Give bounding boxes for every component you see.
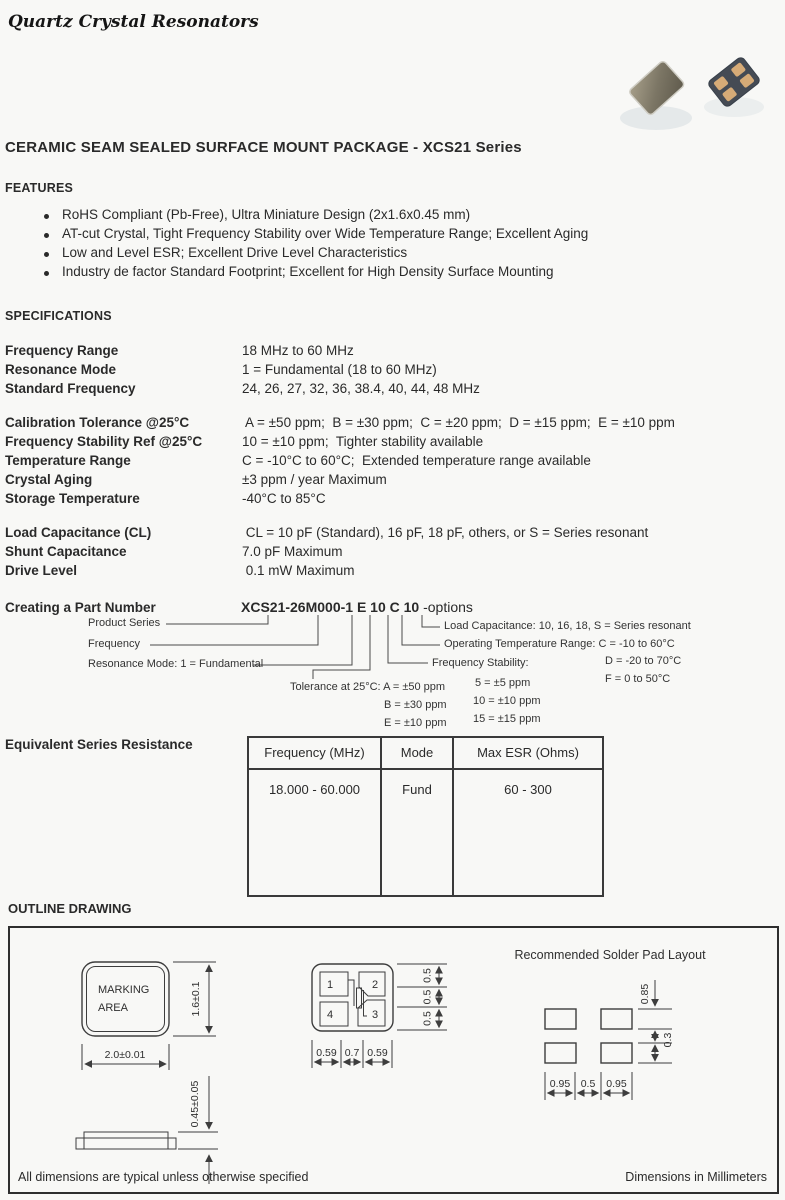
pn-label-op-temp-f: F = 0 to 50°C — [605, 673, 671, 685]
pad-number-1: 1 — [326, 979, 334, 991]
pn-label-resonance-mode: Resonance Mode: 1 = Fundamental — [88, 658, 264, 670]
pn-label-stability: Frequency Stability: — [432, 657, 529, 669]
spec-value: 1 = Fundamental (18 to 60 MHz) — [242, 362, 437, 377]
feature-item: AT-cut Crystal, Tight Frequency Stability over Wide Temperature Range; Excellent Aging — [62, 226, 589, 241]
spec-label: Frequency Range — [5, 343, 119, 358]
dim-body-width: 2.0±0.01 — [104, 1049, 146, 1061]
marking-area-label: MARKING — [98, 984, 150, 996]
spec-label: Standard Frequency — [5, 381, 136, 396]
pad-number-4: 4 — [326, 1009, 334, 1021]
dim-solder-gap: 0.3 — [662, 1032, 674, 1048]
spec-value: C = -10°C to 60°C; Extended temperature range available — [242, 453, 591, 468]
pn-label-stability-15: 15 = ±15 ppm — [473, 713, 541, 725]
feature-item: Industry de factor Standard Footprint; Excellent for High Density Surface Mounting — [62, 264, 554, 279]
esr-header-mode: Mode — [382, 738, 452, 770]
spec-label: Calibration Tolerance @25°C — [5, 415, 190, 430]
spec-value: 24, 26, 27, 32, 36, 38.4, 40, 44, 48 MHz — [242, 381, 480, 396]
pn-label-stability-10: 10 = ±10 ppm — [473, 695, 541, 707]
esr-col-esr — [454, 738, 602, 895]
spec-row — [5, 415, 785, 434]
bullet-icon — [44, 252, 49, 257]
outline-note-right: Dimensions in Millimeters — [625, 1170, 767, 1184]
dim-pad-v3: 0.5 — [421, 1011, 434, 1026]
chip-top-view — [628, 60, 685, 116]
spec-label: Load Capacitance (CL) — [5, 525, 152, 540]
outline-drawing — [10, 928, 777, 1190]
spec-value: ±3 ppm / year Maximum — [242, 472, 387, 487]
spec-value: -40°C to 85°C — [242, 491, 326, 506]
pn-label-frequency: Frequency — [88, 638, 140, 650]
spec-row — [5, 453, 785, 472]
esr-cell-mode: Fund — [402, 782, 432, 797]
esr-table — [247, 736, 604, 897]
spec-value: A = ±50 ppm; B = ±30 ppm; C = ±20 ppm; D = ±15 ppm; E = ±10 ppm — [242, 415, 675, 430]
spec-label: Shunt Capacitance — [5, 544, 127, 559]
esr-cell-esr: 60 - 300 — [504, 782, 552, 797]
bullet-icon — [44, 214, 49, 219]
dim-solder-top: 0.85 — [639, 983, 651, 1005]
spec-row — [5, 491, 785, 510]
esr-header-esr: Max ESR (Ohms) — [454, 738, 602, 770]
top-view-drawing — [76, 962, 218, 1184]
spec-row — [5, 343, 785, 362]
solder-pad-title: Recommended Solder Pad Layout — [514, 948, 706, 962]
dim-solder-h1: 0.95 — [549, 1078, 571, 1090]
pn-label-stability-5: 5 = ±5 ppm — [475, 677, 531, 689]
pn-label-load-capacitance: Load Capacitance: 10, 16, 18, S = Series resonant — [444, 620, 691, 632]
dim-body-thickness: 0.45±0.05 — [189, 1080, 201, 1128]
spec-row — [5, 434, 785, 453]
spec-value: 18 MHz to 60 MHz — [242, 343, 354, 358]
spec-row — [5, 381, 785, 400]
spec-label: Drive Level — [5, 563, 78, 578]
outline-drawing-box — [8, 926, 779, 1194]
pad-number-2: 2 — [371, 979, 379, 991]
pad-number-3: 3 — [371, 1009, 379, 1021]
feature-item: Low and Level ESR; Excellent Drive Level Characteristics — [62, 245, 408, 260]
pn-label-tolerance-e: E = ±10 ppm — [384, 717, 447, 729]
dim-pad-v1: 0.5 — [421, 968, 434, 983]
pn-label-op-temp-c: Operating Temperature Range: C = -10 to 60°C — [444, 638, 675, 650]
pn-label-tolerance-b: B = ±30 ppm — [384, 699, 447, 711]
esr-col-mode — [382, 738, 454, 895]
esr-cell-frequency: 18.000 - 60.000 — [268, 782, 361, 797]
dim-pad-h3: 0.59 — [367, 1047, 388, 1059]
spec-label: Resonance Mode — [5, 362, 117, 377]
esr-header-frequency: Frequency (MHz) — [249, 738, 380, 770]
pn-label-product-series: Product Series — [88, 617, 161, 629]
specifications-heading: SPECIFICATIONS — [5, 309, 112, 323]
product-photo — [612, 52, 782, 142]
pn-label-op-temp-d: D = -20 to 70°C — [605, 655, 682, 667]
esr-heading: Equivalent Series Resistance — [5, 737, 193, 752]
spec-row — [5, 544, 785, 563]
spec-row — [5, 362, 785, 381]
spec-label: Crystal Aging — [5, 472, 93, 487]
dim-pad-h2: 0.7 — [344, 1047, 360, 1059]
brand-title: Quartz Crystal Resonators — [8, 12, 259, 32]
spec-value: 0.1 mW Maximum — [242, 563, 355, 578]
spec-label: Frequency Stability Ref @25°C — [5, 434, 203, 449]
bullet-icon — [44, 233, 49, 238]
page-title: CERAMIC SEAM SEALED SURFACE MOUNT PACKAGE - XCS21 Series — [5, 139, 522, 156]
solder-pad-layout-drawing — [514, 948, 706, 1100]
bullet-icon — [44, 271, 49, 276]
spec-row — [5, 472, 785, 491]
dim-solder-h3: 0.95 — [606, 1078, 627, 1090]
features-heading: FEATURES — [5, 181, 74, 195]
part-number-options: -options — [423, 599, 473, 615]
spec-row — [5, 563, 785, 582]
pn-label-tolerance-a: Tolerance at 25°C: A = ±50 ppm — [290, 681, 446, 693]
esr-col-frequency — [249, 738, 382, 895]
dim-pad-h1: 0.59 — [316, 1047, 337, 1059]
pad-configuration-drawing — [312, 964, 447, 1068]
dim-solder-h2: 0.5 — [580, 1078, 596, 1090]
dim-pad-v2: 0.5 — [421, 989, 434, 1005]
outline-heading: OUTLINE DRAWING — [8, 901, 132, 916]
dim-body-height: 1.6±0.1 — [190, 981, 202, 1017]
spec-label: Storage Temperature — [5, 491, 140, 506]
outline-note-left: All dimensions are typical unless otherwise specified — [18, 1170, 309, 1184]
part-number-heading: Creating a Part Number — [5, 600, 156, 615]
spec-value: CL = 10 pF (Standard), 16 pF, 18 pF, others, or S = Series resonant — [242, 525, 649, 540]
spec-label: Temperature Range — [5, 453, 131, 468]
spec-value: 10 = ±10 ppm; Tighter stability available — [242, 434, 484, 449]
feature-item: RoHS Compliant (Pb-Free), Ultra Miniature Design (2x1.6x0.45 mm) — [62, 207, 471, 222]
part-number-core: XCS21-26M000-1 E 10 C 10 — [241, 599, 424, 615]
spec-row — [5, 525, 785, 544]
marking-area-label: AREA — [98, 1002, 128, 1014]
spec-value: 7.0 pF Maximum — [242, 544, 343, 559]
